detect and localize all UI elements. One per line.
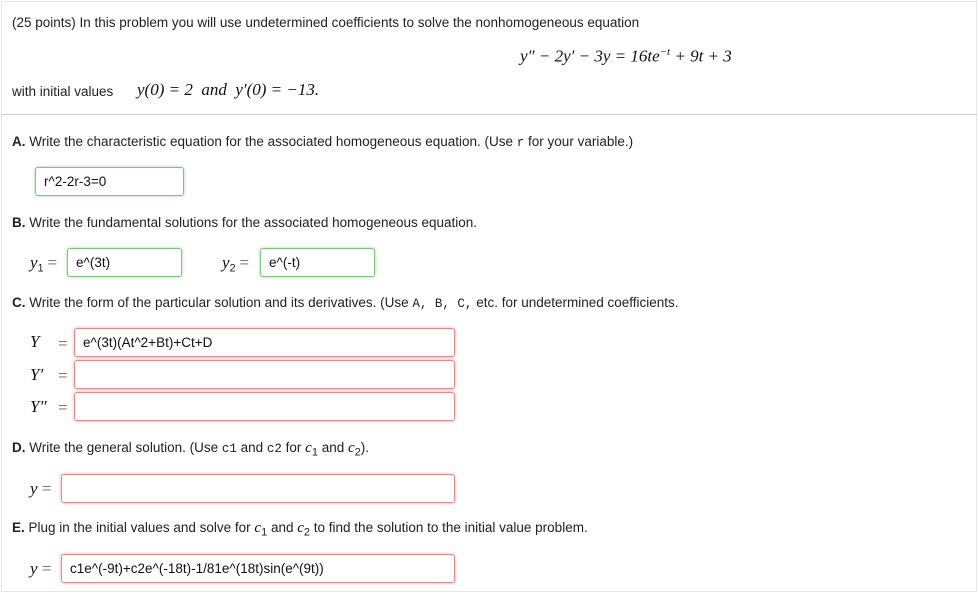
part-a-letter: A. <box>12 134 26 149</box>
part-d-letter: D. <box>12 440 26 455</box>
part-e-prompt <box>12 520 588 539</box>
part-c-text-after: etc. for undetermined coefficients. <box>472 295 679 310</box>
part-d-mid2: for <box>281 440 306 455</box>
general-solution-equals: = <box>42 479 52 498</box>
general-solution-input[interactable] <box>61 474 455 503</box>
y1-label-sub: 1 <box>37 262 44 275</box>
particular-second-derivative-input[interactable] <box>74 392 455 421</box>
characteristic-equation-input[interactable]: r^2-2r-3=0 <box>35 167 184 196</box>
ode-equation-exponent: −t <box>659 46 671 58</box>
problem-intro: (25 points) In this problem you will use undetermined coefficients to solve the nonhomogeneous equation <box>12 15 640 30</box>
Ydoubleprime-label: Y″ <box>30 397 47 416</box>
part-e-letter: E. <box>12 520 25 535</box>
part-e-c1: c <box>254 520 262 536</box>
part-d-text-before: Write the general solution. (Use <box>25 440 222 455</box>
part-b-text: Write the fundamental solutions for the associated homogeneous equation. <box>25 215 478 230</box>
y2-equals: = <box>239 253 250 272</box>
y1-label-var: y <box>30 253 38 272</box>
initial-values-label: with initial values <box>12 84 114 99</box>
part-d-c1-sub: 1 <box>311 446 318 459</box>
ode-equation-main: y″ − 2y′ − 3y = 16te <box>520 46 660 66</box>
y1-equals: = <box>47 253 58 272</box>
part-d-code1: c1 <box>221 442 237 456</box>
part-e-c2-sub: 2 <box>303 526 311 539</box>
ivp-solution-input[interactable]: c1e^(-9t)+c2e^(-18t)-1/81e^(18t)sin(e^(9t)) <box>61 554 455 583</box>
part-c-codes: A, B, C, <box>412 297 473 311</box>
part-d-mid3: and <box>317 440 348 455</box>
part-b-letter: B. <box>12 215 26 230</box>
part-e-text-before: Plug in the initial values and solve for <box>24 520 255 535</box>
ivp-solution-equals: = <box>42 559 52 578</box>
part-b-prompt <box>12 215 477 230</box>
initial-values-math: y(0) = 2 and y′(0) = −13. <box>137 80 320 99</box>
ode-equation-tail: + 9t + 3 <box>670 46 732 66</box>
part-e-mid: and <box>267 520 298 535</box>
part-c-prompt <box>12 295 679 311</box>
divider <box>1 114 977 115</box>
ivp-solution-label: y <box>30 559 38 578</box>
part-a-text-after: for your variable.) <box>524 134 634 149</box>
part-d-text-after: ). <box>360 440 370 455</box>
y2-label-var: y <box>222 253 230 272</box>
part-e-c2: c <box>297 520 304 536</box>
y2-label-sub: 2 <box>229 262 236 275</box>
part-d-c2: c <box>348 440 355 456</box>
Y-label: Y <box>30 332 40 351</box>
part-d-c2-sub: 2 <box>354 446 361 459</box>
general-solution-label: y <box>30 479 38 498</box>
Y-equals: = <box>58 334 68 353</box>
particular-solution-input[interactable]: e^(3t)(At^2+Bt)+Ct+D <box>74 328 455 357</box>
part-a-text-before: Write the characteristic equation for the associated homogeneous equation. (Use <box>25 134 517 149</box>
part-c-text-before: Write the form of the particular solution and its derivatives. (Use <box>25 295 413 310</box>
part-d-c1: c <box>305 440 312 456</box>
part-c-letter: C. <box>12 295 26 310</box>
particular-derivative-input[interactable] <box>74 360 455 389</box>
part-a-prompt <box>12 134 633 150</box>
part-e-text-after: to find the solution to the initial value problem. <box>310 520 588 535</box>
part-d-mid1: and <box>236 440 267 455</box>
y2-input[interactable]: e^(-t) <box>260 248 375 277</box>
part-e-c1-sub: 1 <box>261 526 268 539</box>
ode-equation <box>520 46 732 67</box>
Yprime-equals: = <box>58 366 68 385</box>
y1-input[interactable]: e^(3t) <box>67 248 182 277</box>
part-d-prompt <box>12 440 369 459</box>
part-a-var: r <box>516 136 525 150</box>
Yprime-label: Y′ <box>30 365 44 384</box>
y1-label <box>30 253 57 275</box>
part-d-code2: c2 <box>266 442 282 456</box>
y2-label <box>222 253 249 275</box>
Ydoubleprime-equals: = <box>58 398 68 417</box>
